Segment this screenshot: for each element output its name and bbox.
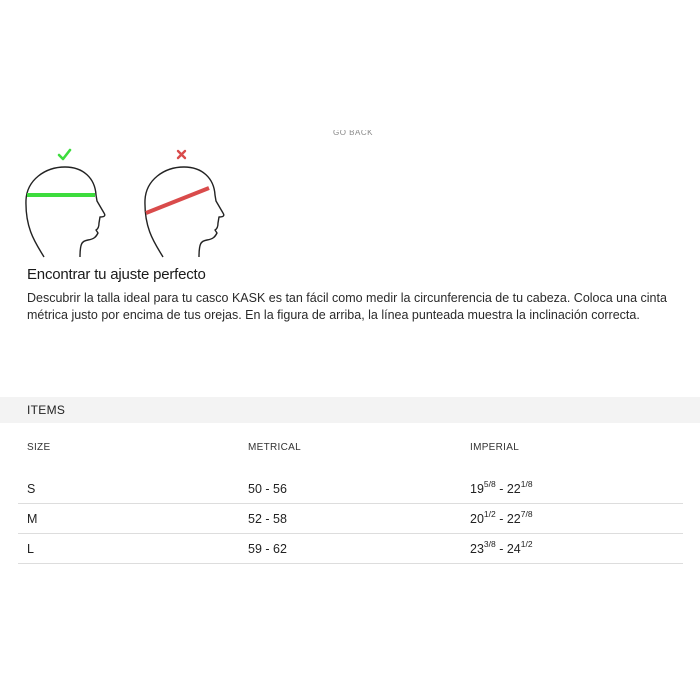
table-row bbox=[18, 504, 683, 534]
head-correct-fit bbox=[26, 167, 105, 257]
items-label: ITEMS bbox=[27, 403, 66, 417]
measure-line-incorrect bbox=[146, 188, 209, 213]
imp-from-fraction: 3/8 bbox=[483, 539, 496, 549]
imp-from-whole: 19 bbox=[470, 482, 484, 496]
imp-to-whole: 24 bbox=[506, 542, 521, 556]
imp-to-fraction: 1/8 bbox=[520, 479, 533, 489]
row-imperial bbox=[470, 539, 533, 556]
go-back-link[interactable]: GO BACK bbox=[333, 130, 373, 137]
row-size: S bbox=[27, 482, 36, 496]
fit-guide-title: Encontrar tu ajuste perfecto bbox=[27, 266, 206, 283]
row-size: M bbox=[27, 512, 38, 526]
imp-from-fraction: 5/8 bbox=[483, 479, 496, 489]
imp-from-fraction: 1/2 bbox=[483, 509, 496, 519]
row-imperial bbox=[470, 479, 533, 496]
imp-to-whole: 22 bbox=[506, 512, 521, 526]
imp-separator: - bbox=[495, 482, 507, 496]
imp-from-whole: 23 bbox=[470, 542, 484, 556]
imp-separator: - bbox=[495, 542, 507, 556]
row-imperial bbox=[470, 509, 533, 526]
header-size: SIZE bbox=[27, 442, 51, 453]
header-metrical: METRICAL bbox=[248, 442, 301, 453]
imp-to-whole: 22 bbox=[506, 482, 521, 496]
fit-guide-description: Descubrir la talla ideal para tu casco KASK es tan fácil como medir la circunferencia de tu cabeza. Coloca una cinta métrica justo por encima de tus orejas. En la figura de arriba, la línea punteada muestra la inclinación correcta. bbox=[27, 291, 667, 322]
imp-separator: - bbox=[495, 512, 507, 526]
table-row bbox=[18, 474, 683, 504]
items-section-header bbox=[0, 397, 700, 423]
head-incorrect-fit bbox=[145, 167, 224, 257]
cross-icon bbox=[178, 151, 185, 158]
imp-to-fraction: 7/8 bbox=[520, 509, 533, 519]
check-icon bbox=[59, 150, 70, 159]
size-table bbox=[18, 436, 683, 564]
table-row bbox=[18, 534, 683, 564]
imp-from-whole: 20 bbox=[470, 512, 484, 526]
row-metrical: 52 - 58 bbox=[248, 512, 287, 526]
header-imperial: IMPERIAL bbox=[470, 442, 520, 453]
row-metrical: 59 - 62 bbox=[248, 542, 287, 556]
table-header-row bbox=[18, 436, 683, 464]
imp-to-fraction: 1/2 bbox=[520, 539, 533, 549]
row-metrical: 50 - 56 bbox=[248, 482, 287, 496]
row-size: L bbox=[27, 542, 34, 556]
head-fit-diagram bbox=[20, 145, 240, 265]
